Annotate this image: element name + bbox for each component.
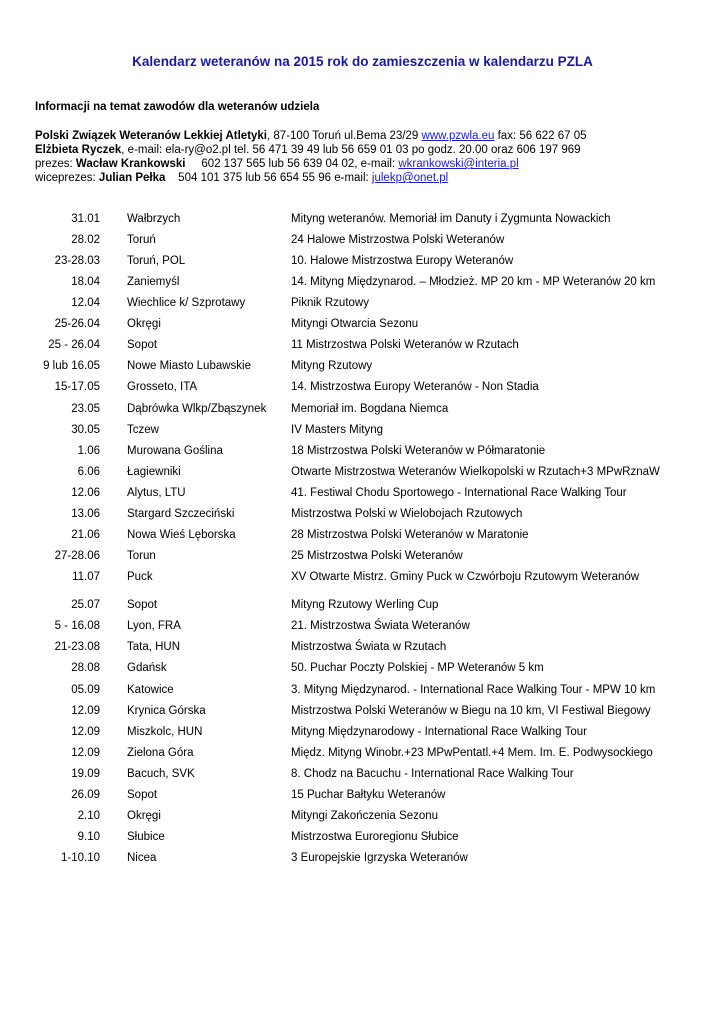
event-place: Nicea (127, 852, 157, 864)
event-date: 05.09 (71, 684, 100, 696)
role-label: prezes: (35, 158, 76, 170)
event-event: 14. Mistrzostwa Europy Weteranów - Non Stadia (291, 381, 539, 393)
event-event: Otwarte Mistrzostwa Weteranów Wielkopolski w Rzutach+3 MPwRznaW (291, 466, 660, 478)
event-event: 24 Halowe Mistrzostwa Polski Weteranów (291, 234, 505, 246)
event-event: Mistrzostwa Polski w Wielobojach Rzutowych (291, 508, 523, 520)
event-date: 25 - 26.04 (48, 339, 100, 351)
event-place: Nowe Miasto Lubawskie (127, 360, 252, 372)
event-date: 28.08 (71, 662, 100, 674)
event-place: Stargard Szczeciński (127, 508, 235, 520)
event-date: 1-10.10 (60, 852, 100, 864)
event-date: 13.06 (71, 508, 100, 520)
event-event: Memoriał im. Bogdana Niemca (291, 403, 449, 415)
org-fax: fax: 56 622 67 05 (494, 130, 587, 142)
event-place: Sopot (127, 339, 158, 351)
event-event: 21. Mistrzostwa Świata Weteranów (291, 620, 470, 632)
event-date: 12.09 (71, 705, 100, 717)
contact-name: Elżbieta Ryczek (35, 144, 122, 156)
event-place: Okręgi (127, 810, 161, 822)
event-date: 6.06 (77, 466, 100, 478)
event-event: 28 Mistrzostwa Polski Weteranów w Maratonie (291, 529, 529, 541)
contact-name: Wacław Krankowski (75, 158, 186, 170)
event-event: Mistrzostwa Świata w Rzutach (291, 641, 447, 653)
event-date: 12.09 (71, 726, 100, 738)
event-place: Tata, HUN (127, 641, 181, 653)
event-date: 12.06 (71, 487, 100, 499)
event-event: 15 Puchar Bałtyku Weteranów (291, 789, 446, 801)
contact-details: , e-mail: ela-ry@o2.pl tel. 56 471 39 49 lub 56 659 01 03 po godz. 20.00 oraz 606 197 969 (121, 144, 581, 156)
event-place: Wiechlice k/ Szprotawy (127, 297, 246, 309)
role-label: wiceprezes: (35, 172, 99, 184)
event-event: Mityng Rzutowy (291, 360, 373, 372)
event-place: Katowice (127, 684, 174, 696)
event-event: 50. Puchar Poczty Polskiej - MP Weteranów 5 km (291, 662, 544, 674)
event-date: 27-28.06 (54, 550, 100, 562)
event-date: 28.02 (71, 234, 100, 246)
event-event: 11 Mistrzostwa Polski Weteranów w Rzutach (291, 339, 519, 351)
event-event: 10. Halowe Mistrzostwa Europy Weteranów (291, 255, 514, 267)
event-event: Piknik Rzutowy (291, 297, 369, 309)
event-event: Mityng Międzynarodowy - International Race Walking Tour (291, 726, 587, 738)
event-event: Mityngi Otwarcia Sezonu (291, 318, 419, 330)
email-link[interactable]: wkrankowski@interia.pl (398, 158, 519, 170)
event-date: 1.06 (77, 445, 100, 457)
event-place: Wałbrzych (127, 213, 181, 225)
event-date: 23.05 (71, 403, 100, 415)
event-event: IV Masters Mityng (291, 424, 384, 436)
contact-details: 602 137 565 lub 56 639 04 02, e-mail: (185, 158, 399, 170)
event-place: Toruń, POL (127, 255, 186, 267)
event-date: 18.04 (71, 276, 100, 288)
event-date: 23-28.03 (54, 255, 100, 267)
event-place: Tczew (127, 424, 159, 436)
page-title: Kalendarz weteranów na 2015 rok do zamieszczenia w kalendarzu PZLA (132, 54, 593, 69)
event-place: Zaniemyśl (127, 276, 180, 288)
event-date: 21.06 (71, 529, 100, 541)
event-event: Mityng Rzutowy Werling Cup (291, 599, 439, 611)
event-date: 12.09 (71, 747, 100, 759)
event-event: 3 Europejskie Igrzyska Weteranów (291, 852, 468, 864)
event-date: 5 - 16.08 (54, 620, 100, 632)
event-date: 25-26.04 (54, 318, 100, 330)
event-place: Krynica Górska (127, 705, 206, 717)
event-place: Okręgi (127, 318, 161, 330)
event-place: Sopot (127, 599, 158, 611)
contact-name: Julian Pełka (98, 172, 166, 184)
contact-line-president (35, 157, 519, 171)
event-date: 11.07 (72, 571, 100, 583)
event-date: 21-23.08 (54, 641, 100, 653)
event-event: Międz. Mityng Winobr.+23 MPwPentatl.+4 Mem. Im. E. Podwysockiego (291, 747, 653, 759)
contact-line-vicepresident (35, 171, 448, 185)
org-address: , 87-100 Toruń ul.Bema 23/29 (267, 130, 422, 142)
website-link[interactable]: www.pzwla.eu (421, 130, 495, 142)
event-place: Nowa Wieś Lęborska (127, 529, 236, 541)
event-event: 8. Chodz na Bacuchu - International Race Walking Tour (291, 768, 574, 780)
org-name: Polski Związek Weteranów Lekkiej Atletyki (35, 130, 268, 142)
event-event: XV Otwarte Mistrz. Gminy Puck w Czwórboju Rzutowym Weteranów (291, 571, 640, 583)
event-place: Grosseto, ITA (127, 381, 198, 393)
event-date: 9.10 (77, 831, 100, 843)
event-event: Mistrzostwa Euroregionu Słubice (291, 831, 459, 843)
event-event: Mistrzostwa Polski Weteranów w Biegu na 10 km, VI Festiwal Biegowy (291, 705, 651, 717)
subtitle: Informacji na temat zawodów dla weteranów udziela (35, 101, 320, 113)
event-date: 26.09 (71, 789, 100, 801)
event-place: Puck (127, 571, 153, 583)
event-place: Słubice (127, 831, 165, 843)
contact-line-ryczek (35, 143, 581, 157)
email-link[interactable]: julekp@onet.pl (371, 172, 449, 184)
event-event: 14. Mityng Międzynarod. – Młodzież. MP 20 km - MP Weteranów 20 km (291, 276, 656, 288)
event-place: Gdańsk (127, 662, 167, 674)
event-date: 15-17.05 (54, 381, 100, 393)
event-place: Dąbrówka Wlkp/Zbąszynek (127, 403, 267, 415)
event-place: Łagiewniki (127, 466, 181, 478)
event-place: Murowana Goślina (127, 445, 223, 457)
event-event: Mityng weteranów. Memoriał im Danuty i Zygmunta Nowackich (291, 213, 611, 225)
event-event: 18 Mistrzostwa Polski Weteranów w Półmaratonie (291, 445, 546, 457)
event-date: 19.09 (71, 768, 100, 780)
event-date: 12.04 (71, 297, 100, 309)
event-event: Mityngi Zakończenia Sezonu (291, 810, 439, 822)
contact-details: 504 101 375 lub 56 654 55 96 e-mail: (165, 172, 372, 184)
event-event: 25 Mistrzostwa Polski Weteranów (291, 550, 463, 562)
event-place: Toruń (127, 234, 156, 246)
contact-line-pzwla (35, 129, 586, 143)
event-place: Sopot (127, 789, 158, 801)
event-place: Miszkolc, HUN (127, 726, 203, 738)
event-place: Bacuch, SVK (127, 768, 195, 780)
event-event: 41. Festiwal Chodu Sportowego - International Race Walking Tour (291, 487, 627, 499)
event-place: Alytus, LTU (127, 487, 186, 499)
event-date: 30.05 (71, 424, 100, 436)
event-place: Lyon, FRA (127, 620, 181, 632)
event-date: 25.07 (71, 599, 100, 611)
event-date: 31.01 (71, 213, 100, 225)
event-event: 3. Mityng Międzynarod. - International Race Walking Tour - MPW 10 km (291, 684, 656, 696)
event-place: Torun (127, 550, 156, 562)
event-date: 9 lub 16.05 (43, 360, 100, 372)
event-date: 2.10 (77, 810, 100, 822)
event-place: Zielona Góra (127, 747, 194, 759)
